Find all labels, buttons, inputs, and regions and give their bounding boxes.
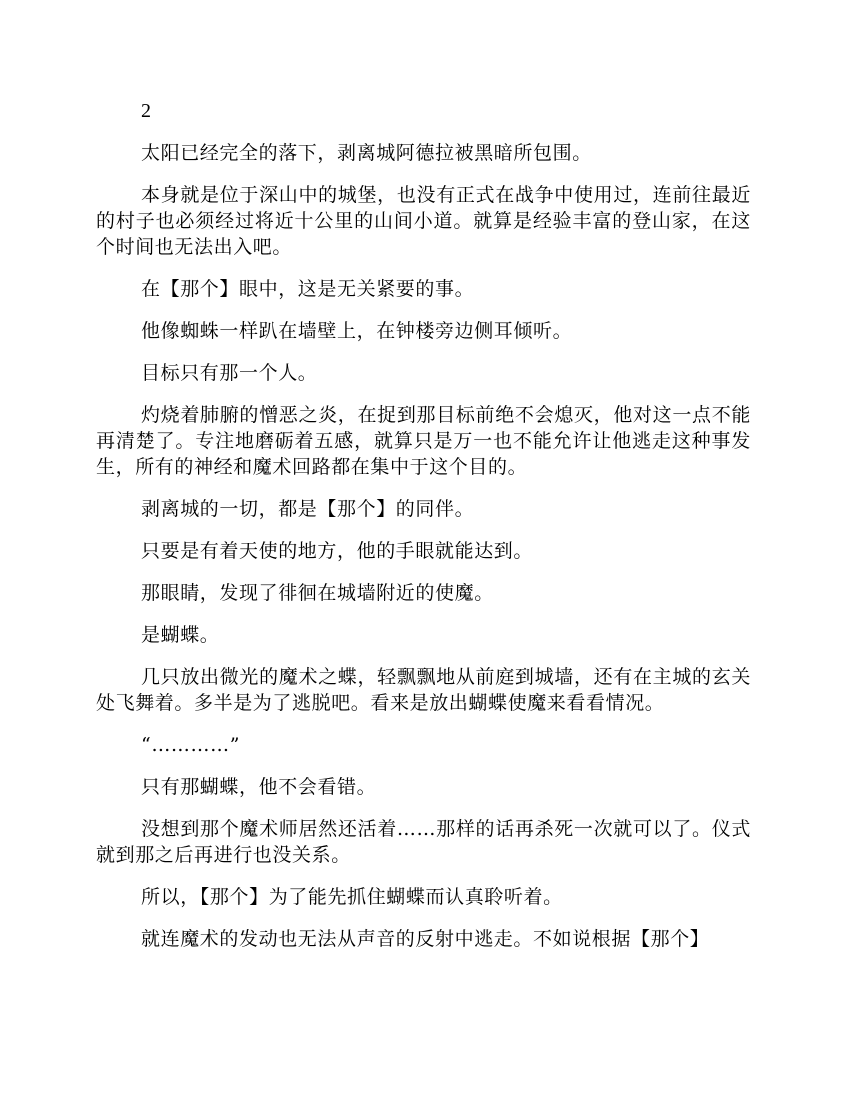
document-page <box>96 98 751 1058</box>
paragraph: 本身就是位于深山中的城堡，也没有正式在战争中使用过，连前往最近的村子也必须经过将近十公里的山间小道。就算是经验丰富的登山家，在这个时间也无法出入吧。 <box>96 184 751 258</box>
paragraph: 那眼睛，发现了徘徊在城墙附近的使魔。 <box>141 582 494 604</box>
paragraph: 他像蜘蛛一样趴在墙壁上，在钟楼旁边侧耳倾听。 <box>141 320 573 342</box>
paragraph: 目标只有那一个人。 <box>141 362 318 384</box>
paragraph: 所以，【那个】为了能先抓住蝴蝶而认真聆听着。 <box>141 886 563 908</box>
paragraph: “…………” <box>141 734 241 756</box>
paragraph: 就连魔术的发动也无法从声音的反射中逃走。不如说根据【那个】 <box>141 928 710 950</box>
paragraph: 灼烧着肺腑的憎恶之炎，在捉到那目标前绝不会熄灭，他对这一点不能再清楚了。专注地磨砺着五感，就算只是万一也不能允许让他逃走这种事发生，所有的神经和魔术回路都在集中于这个目的。 <box>96 404 751 478</box>
paragraph: 在【那个】眼中，这是无关紧要的事。 <box>141 278 475 300</box>
paragraph: 只要是有着天使的地方，他的手眼就能达到。 <box>141 540 534 562</box>
paragraph: 是蝴蝶。 <box>141 624 220 646</box>
paragraph: 剥离城的一切，都是【那个】的同伴。 <box>141 498 475 520</box>
paragraph: 没想到那个魔术师居然还活着……那样的话再杀死一次就可以了。仪式就到那之后再进行也没关系。 <box>96 818 751 866</box>
chapter-number: 2 <box>141 100 151 122</box>
paragraph: 几只放出微光的魔术之蝶，轻飘飘地从前庭到城墙，还有在主城的玄关处飞舞着。多半是为了逃脱吧。看来是放出蝴蝶使魔来看看情况。 <box>96 666 751 714</box>
paragraph: 只有那蝴蝶，他不会看错。 <box>141 776 377 798</box>
paragraph: 太阳已经完全的落下，剥离城阿德拉被黑暗所包围。 <box>141 142 592 164</box>
